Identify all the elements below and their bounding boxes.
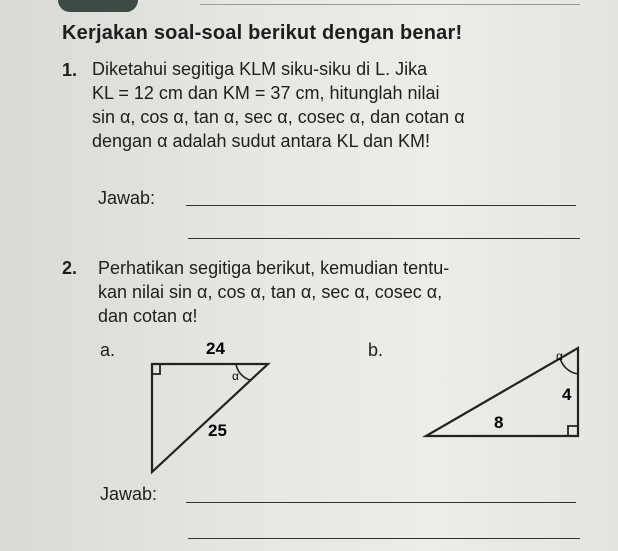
page-heading: Kerjakan soal-soal berikut dengan benar!	[62, 22, 463, 44]
triangle-a-hypotenuse: 25	[208, 421, 227, 440]
triangle-b-base: 8	[494, 413, 504, 432]
question-1-answer-label: Jawab:	[98, 188, 156, 208]
triangle-b-vertical-side: 4	[562, 385, 572, 404]
triangle-a-shape	[152, 364, 268, 472]
question-2-answer-line-2[interactable]	[188, 538, 580, 539]
top-decoration	[58, 0, 138, 12]
triangle-b-angle-symbol: α	[556, 349, 563, 363]
question-2-line-1: Perhatikan segitiga berikut, kemudian tentu-	[98, 258, 450, 278]
triangle-a-right-angle-marker	[152, 364, 160, 374]
question-2-answer-label: Jawab:	[100, 484, 158, 504]
triangle-a-angle-symbol: α	[232, 369, 239, 383]
question-2-answer-line-1[interactable]	[186, 502, 576, 503]
triangle-a-top-side: 24	[206, 340, 225, 358]
question-1-line-2: KL = 12 cm dan KM = 37 cm, hitunglah nilai	[92, 83, 440, 103]
question-1-line-4: dengan α adalah sudut antara KL dan KM!	[92, 131, 430, 151]
triangle-a-figure	[140, 340, 280, 480]
question-1-number: 1.	[62, 60, 78, 80]
triangle-a-label: a.	[100, 340, 116, 360]
question-2-line-2: kan nilai sin α, cos α, tan α, sec α, cosec α,	[98, 282, 443, 302]
question-2-line-3: dan cotan α!	[98, 306, 198, 326]
question-1-answer-line-2[interactable]	[188, 238, 580, 239]
top-divider	[200, 4, 580, 5]
question-1-answer-line-1[interactable]	[186, 205, 576, 206]
question-2-text	[98, 256, 449, 328]
question-1-line-1: Diketahui segitiga KLM siku-siku di L. Jika	[92, 59, 428, 79]
triangle-b-right-angle-marker	[568, 426, 578, 436]
question-1-line-3: sin α, cos α, tan α, sec α, cosec α, dan cotan α	[92, 107, 465, 127]
question-1-text	[92, 57, 465, 153]
triangle-b-figure	[420, 340, 590, 450]
triangle-b-label: b.	[368, 340, 384, 360]
question-2-number: 2.	[62, 258, 78, 278]
